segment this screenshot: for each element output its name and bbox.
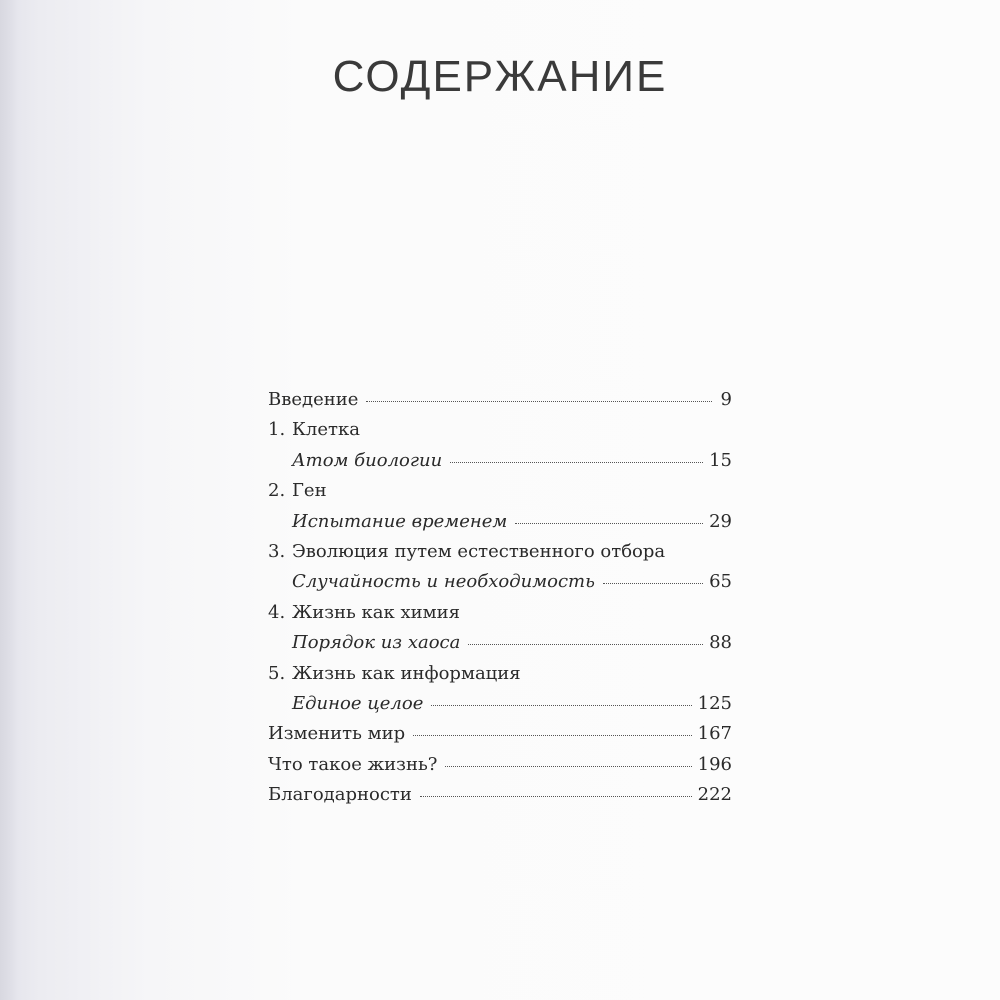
dot-leader <box>366 401 712 402</box>
toc-entry-page: 15 <box>709 449 732 471</box>
toc-chapter-2-heading <box>268 480 732 510</box>
toc-entry-title: Благодарности <box>268 784 412 806</box>
toc-chapter-4-subtitle <box>268 632 732 662</box>
dot-leader <box>420 796 692 797</box>
toc-entry-title: Атом биологии <box>292 449 443 471</box>
toc-entry-title: Введение <box>268 389 359 410</box>
toc-entry-page: 88 <box>709 632 732 654</box>
toc-chapter-title: Жизнь как информация <box>292 662 521 684</box>
toc-chapter-5-heading <box>268 663 732 693</box>
toc-entry-page: 196 <box>697 753 732 775</box>
toc-entry-acknowledgements <box>268 784 732 814</box>
toc-entry-title: Порядок из хаоса <box>292 632 461 654</box>
toc-chapter-4-heading <box>268 602 732 632</box>
toc-chapter-number: 1. <box>268 419 286 441</box>
toc-entry-title: Единое целое <box>292 692 424 714</box>
toc-chapter-3-heading <box>268 541 732 571</box>
dot-leader <box>468 644 703 645</box>
toc-entry-title: Что такое жизнь? <box>268 753 438 775</box>
toc-chapter-number: 2. <box>268 480 286 502</box>
toc-entry-what-is-life <box>268 754 732 784</box>
toc-chapter-5-subtitle <box>268 693 732 723</box>
toc-entry-change-the-world <box>268 723 732 753</box>
page-title: СОДЕРЖАНИЕ <box>332 52 668 101</box>
toc-chapter-number: 3. <box>268 540 286 562</box>
page-gutter-shadow <box>0 0 18 1000</box>
toc-chapter-2-subtitle <box>268 511 732 541</box>
toc-entry-title: Изменить мир <box>268 723 406 745</box>
toc-chapter-1-subtitle <box>268 450 732 480</box>
dot-leader <box>431 705 691 706</box>
toc-entry-title: Случайность и необходимость <box>292 571 595 593</box>
dot-leader <box>515 523 703 524</box>
dot-leader <box>450 462 703 463</box>
toc-entry-introduction <box>268 389 732 419</box>
toc-entry-page: 222 <box>697 784 732 806</box>
toc-entry-page: 65 <box>709 571 732 593</box>
toc-entry-page: 167 <box>697 723 732 745</box>
toc-chapter-number: 4. <box>268 601 286 623</box>
toc-entry-page: 29 <box>709 510 732 532</box>
toc-entry-page: 9 <box>720 389 732 410</box>
table-of-contents <box>268 389 732 814</box>
toc-chapter-title: Клетка <box>292 419 360 441</box>
toc-chapter-3-subtitle <box>268 571 732 601</box>
toc-chapter-title: Жизнь как химия <box>292 601 461 623</box>
toc-entry-title: Испытание временем <box>292 510 508 532</box>
toc-chapter-1-heading <box>268 419 732 449</box>
toc-chapter-title: Эволюция путем естественного отбора <box>292 540 666 562</box>
toc-entry-page: 125 <box>697 692 732 714</box>
toc-chapter-number: 5. <box>268 662 286 684</box>
dot-leader <box>603 583 703 584</box>
dot-leader <box>413 735 691 736</box>
toc-chapter-title: Ген <box>292 480 327 502</box>
dot-leader <box>445 766 691 767</box>
